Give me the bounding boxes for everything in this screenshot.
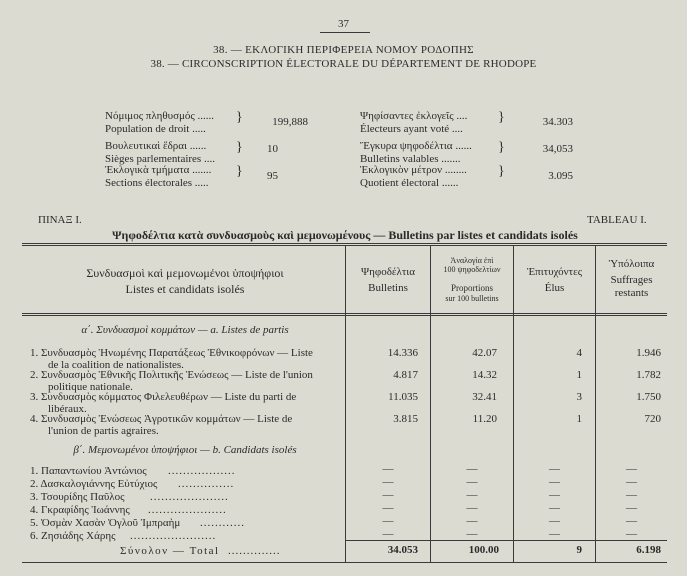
- brace: }: [498, 110, 505, 125]
- cell-bulletins: —: [382, 489, 394, 501]
- col-header-lists-fr: Listes et candidats isolés: [125, 282, 245, 296]
- list-name-line2: l'union de partis agraires.: [48, 425, 159, 437]
- cell-percent: —: [466, 528, 478, 540]
- list-name-line2: libéraux.: [48, 403, 87, 415]
- cell-remaining: —: [626, 528, 637, 540]
- list-name-line1: 3. Συνδυασμὸς κόμματος Φιλελευθέρων — Liste du parti de: [30, 391, 297, 403]
- col-header-proportion-fr-1: Proportions: [450, 283, 493, 293]
- candidate-name: 6. Ζησιάδης Χάρης: [30, 530, 116, 542]
- leader-dots: .....................: [148, 504, 227, 516]
- list-name-line1: 4. Συνδυασμὸς Ἑνώσεως Ἀγροτικῶν κομμάτων — Liste de: [30, 413, 293, 425]
- cell-remaining: —: [626, 515, 637, 527]
- cell-elected: 4: [576, 347, 582, 359]
- list-name-line2: politique nationale.: [48, 381, 133, 393]
- cell-elected: 3: [576, 391, 582, 403]
- list-name-line1: 2. Συνδυασμὸς Ἑθνικῆς Πολιτικῆς Ἑνώσεως — Liste de l'union: [30, 369, 313, 381]
- brace: }: [498, 164, 505, 179]
- cell-remaining: —: [626, 476, 637, 488]
- cell-bulletins: —: [382, 515, 394, 527]
- leader-dots: .....................: [150, 491, 229, 503]
- candidate-name: 1. Παπαντωνίου Ἀντώνιος: [30, 465, 147, 477]
- table-label-gr: ΠΙΝΑΞ I.: [38, 214, 82, 226]
- summary-quotient-gr: Ἐκλογικὸν μέτρον ........: [360, 164, 467, 176]
- summary-seats-fr: Sièges parlementaires ....: [105, 153, 215, 165]
- cell-bulletins: —: [382, 528, 394, 540]
- cell-bulletins: —: [382, 463, 394, 475]
- total-bulletins: 34.053: [387, 544, 418, 556]
- col-header-bulletins-fr: Bulletins: [368, 282, 408, 294]
- cell-elected: —: [549, 489, 560, 501]
- total-rule: [345, 540, 667, 541]
- summary-population-fr: Population de droit .....: [105, 123, 206, 135]
- col-header-remaining-fr-1: Suffrages: [610, 274, 653, 286]
- candidate-name: 3. Τσουρίδης Παῦλος: [30, 491, 125, 503]
- summary-seats-gr: Βουλευτικαὶ ἕδραι ......: [105, 140, 207, 152]
- cell-bulletins: 4.817: [393, 369, 418, 381]
- col-header-remaining-gr: Ὑπόλοιπα: [608, 258, 655, 270]
- cell-remaining: 720: [644, 413, 661, 425]
- col-header-lists-gr: Συνδυασμοὶ καὶ μεμονωμένοι ὑποψήφιοι: [86, 266, 284, 280]
- leader-dots: ..................: [168, 465, 236, 477]
- col-header-proportion-gr-1: Ἀναλογία ἐπὶ: [450, 256, 494, 265]
- cell-percent: 11.20: [472, 413, 497, 425]
- summary-voters-value: 34.303: [542, 116, 573, 128]
- brace: }: [236, 110, 243, 125]
- cell-bulletins: 11.035: [388, 391, 418, 403]
- total-percent: 100.00: [468, 544, 499, 556]
- summary-quotient-value: 3.095: [548, 170, 573, 182]
- summary-valid-gr: Ἔγκυρα ψηφοδέλτια ......: [360, 140, 472, 152]
- cell-bulletins: 3.815: [393, 413, 418, 425]
- summary-population-value: 199,888: [272, 116, 308, 128]
- cell-elected: —: [549, 502, 560, 514]
- table-label-fr: TABLEAU I.: [587, 214, 647, 226]
- summary-voters-gr: Ψηφίσαντες ἐκλογεῖς ....: [360, 110, 468, 122]
- cell-elected: 1: [576, 369, 582, 381]
- section-party-lists-heading: α΄. Συνδυασμοὶ κομμάτων — a. Listes de partis: [81, 324, 289, 336]
- brace: }: [498, 140, 505, 155]
- col-header-bulletins-gr: Ψηφοδέλτια: [361, 266, 415, 278]
- candidate-name: 5. Ὀσμὰν Χασὰν Ὀγλοῦ Ἰμπραὴμ: [30, 517, 181, 529]
- candidate-name: 4. Γκραφίδης Ἰωάννης: [30, 504, 130, 516]
- cell-bulletins: 14.336: [387, 347, 418, 359]
- total-remaining: 6.198: [636, 544, 661, 556]
- summary-valid-fr: Bulletins valables .......: [360, 153, 461, 165]
- district-title-gr: 38. — ΕΚΛΟΓΙΚΗ ΠΕΡΙΦΕΡΕΙΑ ΝΟΜΟΥ ΡΟΔΟΠΗΣ: [213, 44, 474, 56]
- cell-percent: 42.07: [472, 347, 497, 359]
- list-name-line2: de la coalition de nationalistes.: [48, 359, 184, 371]
- cell-remaining: 1.782: [636, 369, 661, 381]
- cell-elected: 1: [576, 413, 582, 425]
- cell-bulletins: —: [382, 502, 394, 514]
- summary-sections-fr: Sections électorales .....: [105, 177, 209, 189]
- section-candidates-heading: β΄. Μεμονωμένοι ὑποψήφιοι — b. Candidats isolés: [73, 444, 297, 456]
- cell-percent: —: [466, 463, 478, 475]
- cell-percent: —: [466, 502, 478, 514]
- cell-percent: —: [466, 476, 478, 488]
- table-bottom-rule: [22, 562, 667, 563]
- brace: }: [236, 140, 243, 155]
- leader-dots: ...............: [178, 478, 235, 490]
- summary-sections-value: 95: [267, 170, 278, 182]
- cell-percent: —: [466, 515, 478, 527]
- summary-valid-value: 34,053: [542, 143, 573, 155]
- cell-remaining: 1.750: [636, 391, 661, 403]
- district-title-fr: 38. — CIRCONSCRIPTION ÉLECTORALE DU DÉPARTEMENT DE RHODOPE: [150, 58, 537, 70]
- table-top-rule: [22, 243, 667, 244]
- summary-population-gr: Νόμιμος πληθυσμός ......: [105, 110, 214, 122]
- cell-remaining: —: [626, 489, 637, 501]
- summary-quotient-fr: Quotient électoral ......: [360, 177, 459, 189]
- cell-remaining: 1.946: [636, 347, 661, 359]
- col-header-elected-gr: Ἐπιτυχόντες: [526, 266, 583, 278]
- list-name-line1: 1. Συνδυασμὸς Ἡνωμένης Παρατάξεως Ἐθνικοφρόνων — Liste: [30, 347, 313, 359]
- brace: }: [236, 164, 243, 179]
- cell-percent: 14.32: [472, 369, 497, 381]
- leader-dots: ............: [200, 517, 245, 529]
- cell-elected: —: [549, 476, 560, 488]
- cell-percent: 32.41: [472, 391, 497, 403]
- summary-sections-gr: Ἐκλογικὰ τμήματα .......: [105, 164, 212, 176]
- candidate-name: 2. Δασκαλογιάννης Εὐτύχιος: [30, 478, 158, 490]
- total-label: Σύνολον — Total: [120, 545, 220, 557]
- page-number-rule: [320, 32, 370, 33]
- cell-remaining: —: [626, 502, 637, 514]
- cell-elected: —: [549, 528, 560, 540]
- cell-percent: —: [466, 489, 478, 501]
- summary-voters-fr: Électeurs ayant voté ....: [360, 123, 463, 135]
- table-title: Ψηφοδέλτια κατὰ συνδυασμοὺς καὶ μεμονωμένους — Bulletins par listes et candidats isolés: [112, 228, 578, 242]
- summary-seats-value: 10: [267, 143, 278, 155]
- cell-elected: —: [549, 463, 560, 475]
- page-number: 37: [338, 18, 349, 30]
- cell-elected: —: [549, 515, 560, 527]
- cell-remaining: —: [626, 463, 637, 475]
- col-header-proportion-gr-2: 100 ψηφοδελτίων: [443, 265, 501, 274]
- leader-dots: ..............: [228, 545, 281, 557]
- leader-dots: .......................: [130, 530, 217, 542]
- col-header-elected-fr: Élus: [544, 282, 565, 294]
- cell-bulletins: —: [382, 476, 394, 488]
- total-elected: 9: [576, 544, 582, 556]
- col-header-remaining-fr-2: restants: [614, 287, 649, 299]
- col-header-proportion-fr-2: sur 100 bulletins: [445, 294, 499, 303]
